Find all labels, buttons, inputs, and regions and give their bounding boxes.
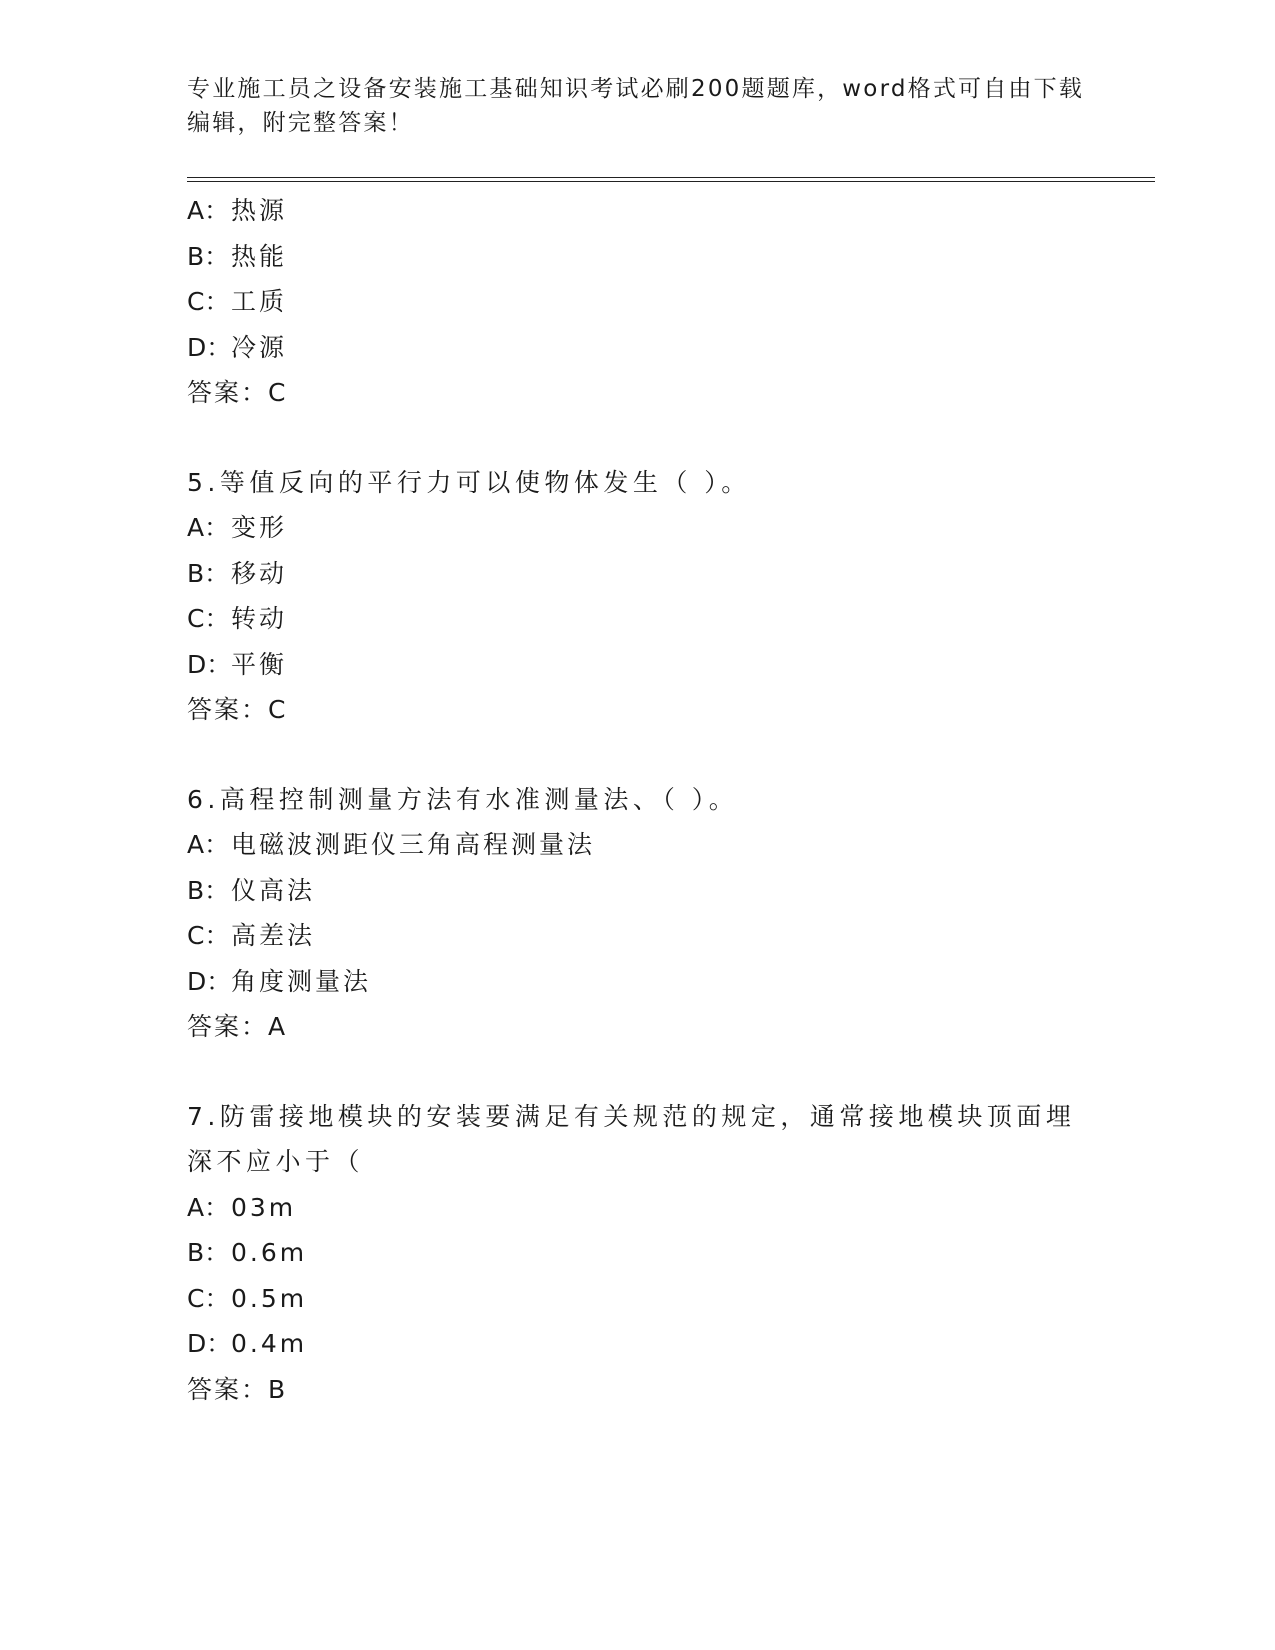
- option-b: [187, 234, 1087, 280]
- option-text: 仪高法: [231, 875, 316, 905]
- question-block: [187, 777, 1087, 1050]
- option-a: [187, 188, 1087, 234]
- answer-line: 答案：C: [187, 695, 288, 724]
- option-text: 移动: [231, 558, 288, 588]
- option-key: A：: [187, 830, 230, 859]
- option-text: 0.4m: [231, 1329, 308, 1358]
- header-title-line-1: 专业施工员之设备安装施工基础知识考试必刷200题题库，word格式可自由下载: [187, 76, 1085, 102]
- question-text-continued: 深不应小于（: [187, 1147, 365, 1176]
- option-key: D：: [187, 966, 232, 996]
- option-key: B：: [187, 1238, 230, 1267]
- option-text: 0.5m: [231, 1283, 308, 1313]
- question-block: [187, 188, 1087, 416]
- option-key: C：: [187, 921, 230, 950]
- question-text: 7.防雷接地模块的安装要满足有关规范的规定，通常接地模块顶面埋: [187, 1101, 1076, 1131]
- option-key: B：: [187, 558, 230, 588]
- option-text: 03m: [231, 1192, 297, 1222]
- answer-line: 答案：C: [187, 378, 288, 407]
- header-title-line-2: 编辑，附完整答案！: [187, 110, 414, 136]
- option-text: 热能: [231, 241, 288, 271]
- option-text: 角度测量法: [231, 966, 372, 996]
- option-b: [187, 1230, 1087, 1276]
- document-header: [187, 72, 1087, 140]
- option-text: 高差法: [231, 921, 316, 950]
- option-key: A：: [187, 1192, 230, 1222]
- option-key: A：: [187, 513, 230, 542]
- option-d: [187, 1321, 1087, 1367]
- option-text: 0.6m: [231, 1238, 308, 1267]
- option-key: B：: [187, 875, 230, 905]
- option-d: [187, 959, 1087, 1005]
- option-key: C：: [187, 287, 230, 316]
- option-c: [187, 279, 1087, 325]
- option-c: [187, 1276, 1087, 1322]
- question-text: 5.等值反向的平行力可以使物体发生（ ）。: [187, 467, 751, 497]
- option-key: D：: [187, 332, 232, 362]
- header-divider-top: [187, 177, 1155, 178]
- option-d: [187, 642, 1087, 688]
- option-key: C：: [187, 604, 230, 633]
- answer-line: 答案：B: [187, 1374, 288, 1404]
- option-key: D：: [187, 1329, 232, 1358]
- option-b: [187, 868, 1087, 914]
- option-text: 工质: [231, 287, 288, 316]
- option-text: 转动: [231, 604, 288, 633]
- option-key: D：: [187, 649, 232, 679]
- question-list: [187, 188, 1087, 1412]
- option-b: [187, 551, 1087, 597]
- option-c: [187, 596, 1087, 642]
- option-text: 电磁波测距仪三角高程测量法: [231, 830, 596, 859]
- option-d: [187, 325, 1087, 371]
- option-text: 变形: [231, 513, 288, 542]
- question-text: 6.高程控制测量方法有水准测量法、（ ）。: [187, 784, 739, 814]
- question-block: [187, 1094, 1087, 1413]
- option-a: [187, 505, 1087, 551]
- header-divider-bottom: [187, 181, 1155, 182]
- answer-line: 答案：A: [187, 1012, 288, 1041]
- option-a: [187, 1185, 1087, 1231]
- option-text: 冷源: [231, 332, 288, 362]
- option-text: 平衡: [231, 649, 288, 679]
- option-key: B：: [187, 241, 230, 271]
- option-c: [187, 913, 1087, 959]
- option-key: C：: [187, 1283, 230, 1313]
- option-key: A：: [187, 196, 230, 225]
- option-text: 热源: [231, 196, 288, 225]
- question-block: [187, 460, 1087, 733]
- option-a: [187, 822, 1087, 868]
